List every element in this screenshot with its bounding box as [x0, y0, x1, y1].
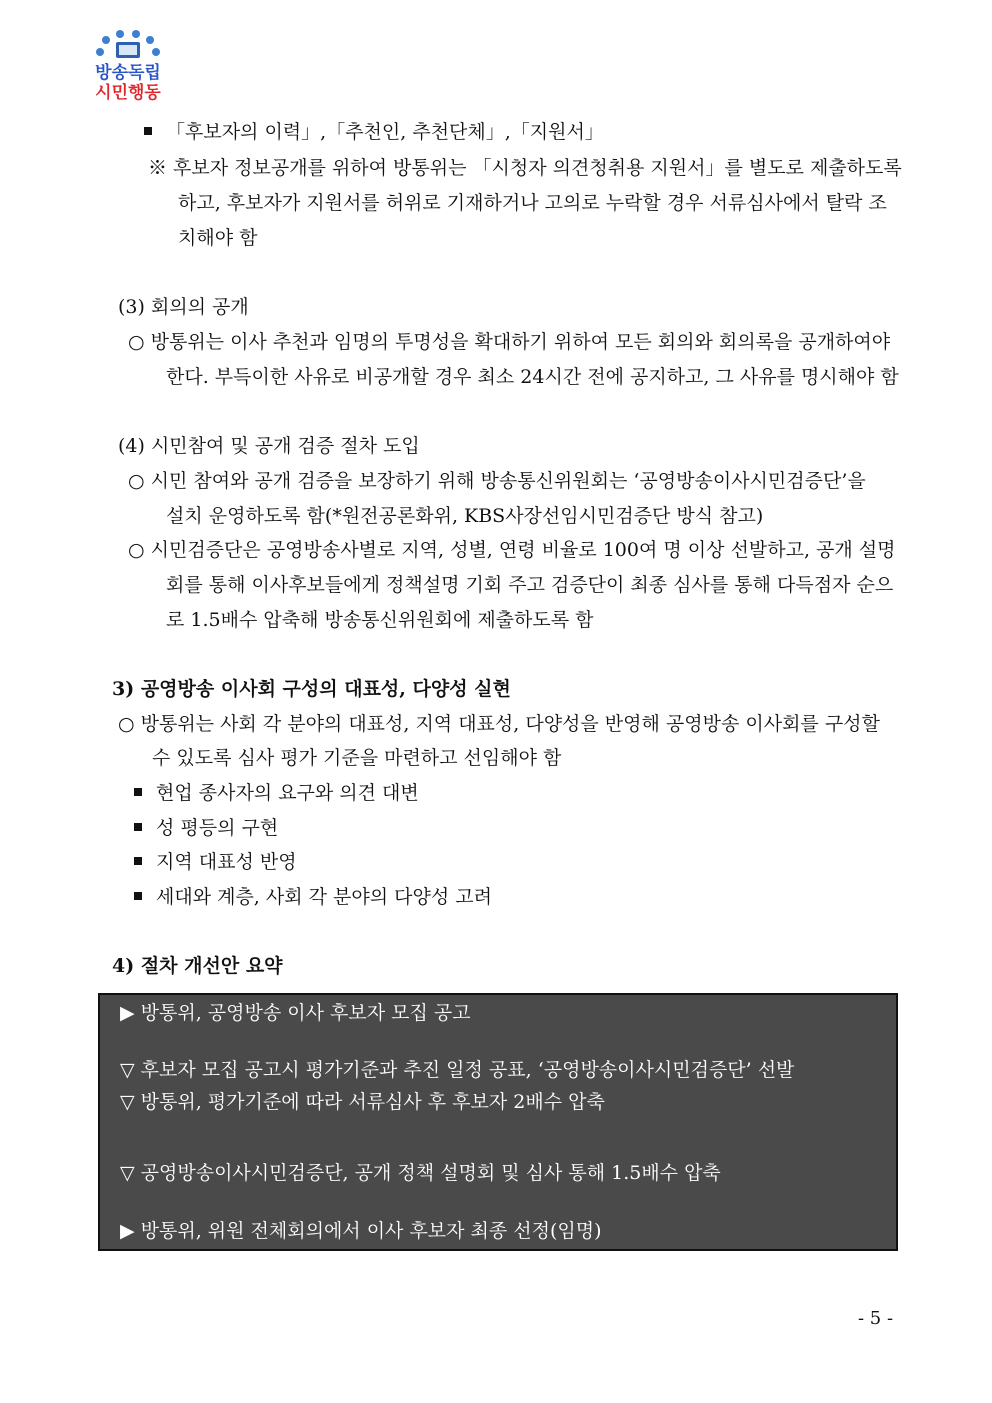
list-item — [134, 780, 419, 806]
page-number: - 5 - — [858, 1308, 894, 1329]
part-heading-board-diversity: 3) 공영방송 이사회 구성의 대표성, 다양성 실현 — [112, 678, 511, 700]
candidate-docs-bullet — [144, 119, 604, 145]
list-item — [134, 815, 278, 841]
section-heading-citizen-verification: (4) 시민참여 및 공개 검증 절차 도입 — [118, 435, 420, 457]
summary-step-4: ▽ 공영방송이사시민검증단, 공개 정책 설명회 및 심사 통해 1.5배수 압축 — [120, 1162, 721, 1184]
list-item-text: 지역 대표성 반영 — [156, 851, 297, 873]
part-heading-summary: 4) 절차 개선안 요약 — [112, 955, 283, 977]
logo-text-bottom: 시민행동 — [95, 83, 161, 103]
section-heading-meeting-disclosure: (3) 회의의 공개 — [118, 296, 249, 318]
procedure-summary-box — [98, 993, 898, 1251]
candidate-docs-text: 「후보자의 이력」,「추천인, 추천단체」,「지원서」 — [166, 121, 604, 143]
square-bullet-icon — [134, 892, 142, 900]
verification-panel-line-2: 회를 통해 이사후보들에게 정책설명 기회 주고 검증단이 최종 심사를 통해 다득점자 순으 — [166, 574, 894, 596]
list-item — [134, 884, 492, 910]
verification-panel-line-3: 로 1.5배수 압축해 방송통신위원회에 제출하도록 함 — [166, 609, 594, 631]
board-diversity-line-1: ○ 방통위는 사회 각 분야의 대표성, 지역 대표성, 다양성을 반영해 공영방송 이사회를 구성할 — [118, 713, 880, 735]
summary-step-2: ▽ 후보자 모집 공고시 평가기준과 추진 일정 공표, ‘공영방송이사시민검증단’ 선발 — [120, 1059, 795, 1081]
list-item — [134, 849, 297, 875]
square-bullet-icon — [134, 857, 142, 865]
meeting-disclosure-line-1: ○ 방통위는 이사 추천과 임명의 투명성을 확대하기 위하여 모든 회의와 회의록을 공개하여야 — [128, 331, 891, 353]
list-item-text: 성 평등의 구현 — [156, 817, 279, 839]
note-line-3: 치해야 함 — [178, 227, 258, 249]
citizen-verification-line-1: ○ 시민 참여와 공개 검증을 보장하기 위해 방송통신위원회는 ‘공영방송이사시민검증단’을 — [128, 470, 866, 492]
logo-text-top: 방송독립 — [95, 63, 161, 83]
list-item-text: 현업 종사자의 요구와 의견 대변 — [156, 782, 419, 804]
meeting-disclosure-line-2: 한다. 부득이한 사유로 비공개할 경우 최소 24시간 전에 공지하고, 그 사유를 명시해야 함 — [166, 366, 899, 388]
square-bullet-icon — [134, 823, 142, 831]
summary-step-5: ▶ 방통위, 위원 전체회의에서 이사 후보자 최종 선정(임명) — [120, 1220, 602, 1242]
summary-step-1: ▶ 방통위, 공영방송 이사 후보자 모집 공고 — [120, 1002, 471, 1024]
board-diversity-line-2: 수 있도록 심사 평가 기준을 마련하고 선임해야 함 — [152, 747, 562, 769]
summary-step-3: ▽ 방통위, 평가기준에 따라 서류심사 후 후보자 2배수 압축 — [120, 1091, 605, 1113]
square-bullet-icon — [134, 788, 142, 796]
note-line-2: 하고, 후보자가 지원서를 허위로 기재하거나 고의로 누락할 경우 서류심사에서 탈락 조 — [178, 192, 887, 214]
citizen-verification-line-2: 설치 운영하도록 함(*원전공론화위, KBS사장선임시민검증단 방식 참고) — [166, 505, 764, 527]
logo — [86, 28, 170, 104]
square-bullet-icon — [144, 127, 152, 135]
verification-panel-line-1: ○ 시민검증단은 공영방송사별로 지역, 성별, 연령 비율로 100여 명 이상 선발하고, 공개 설명 — [128, 539, 896, 561]
list-item-text: 세대와 계층, 사회 각 분야의 다양성 고려 — [156, 886, 492, 908]
note-line-1: ※ 후보자 정보공개를 위하여 방통위는 「시청자 의견청취용 지원서」를 별도로 제출하도록 — [148, 157, 902, 179]
